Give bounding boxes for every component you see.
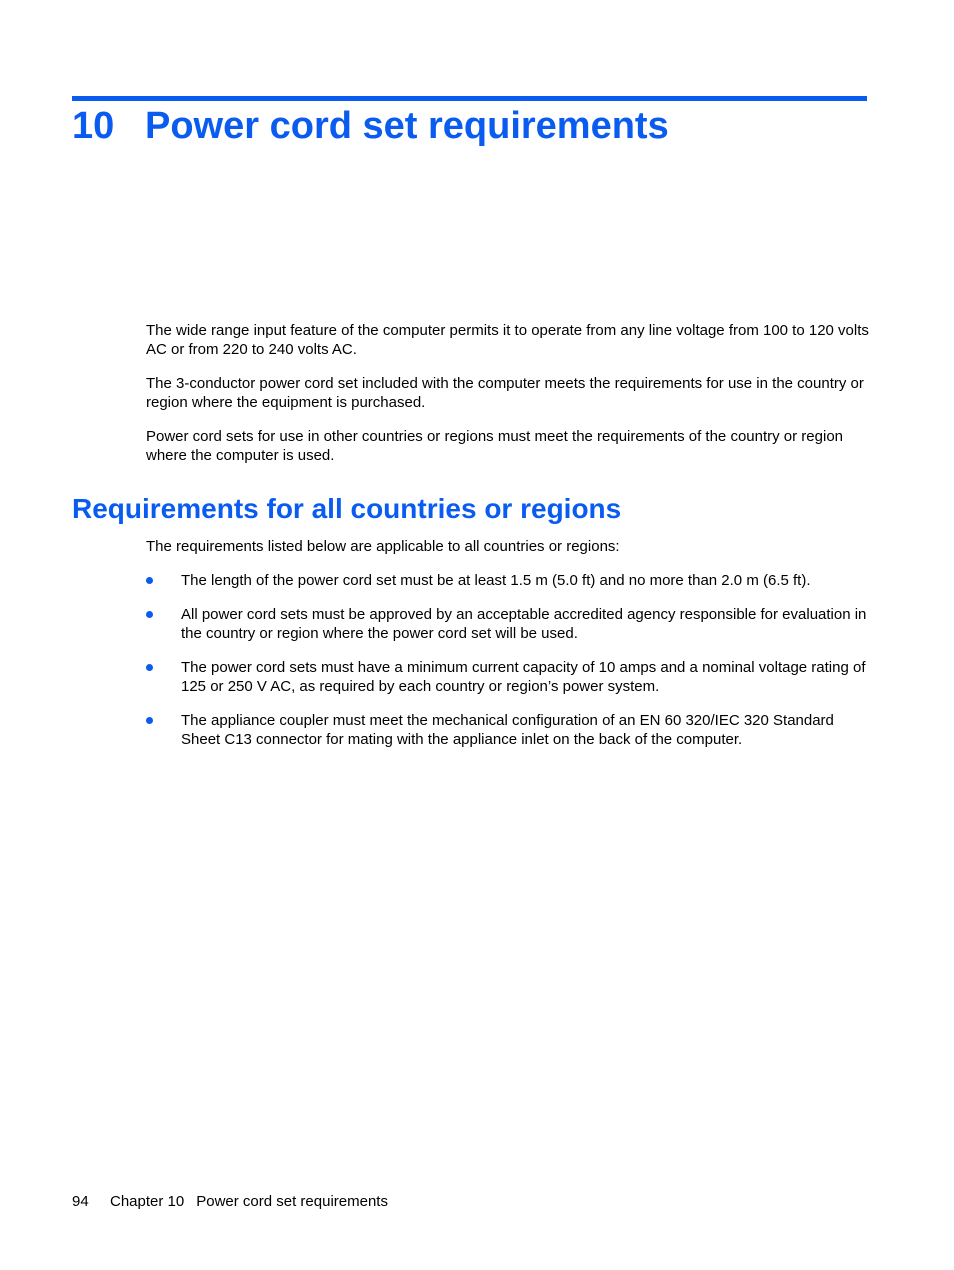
chapter-number: 10 [72,105,115,147]
chapter-heading [72,101,669,151]
list-item-text: All power cord sets must be approved by an acceptable accredited agency responsible for evaluation in the country or region where the power cord set will be used. [181,606,867,642]
intro-paragraph-2: The 3-conductor power cord set included with the computer meets the requirements for use in the country or region where the equipment is purchased. [146,375,864,411]
requirements-list [146,571,876,764]
list-item-text: The length of the power cord set must be at least 1.5 m (5.0 ft) and no more than 2.0 m (6.5 ft). [181,572,811,589]
list-item [146,571,876,590]
footer-chapter-label: Chapter 10 [110,1193,185,1210]
bullet-icon [146,717,153,724]
section-heading: Requirements for all countries or regions [72,493,622,524]
page-number: 94 [72,1193,89,1210]
list-item-text: The power cord sets must have a minimum current capacity of 10 amps and a nominal voltage rating of 125 or 250 V AC, as required by each country or region’s power system. [181,659,866,695]
page-footer [72,1192,388,1211]
bullet-icon [146,577,153,584]
intro-paragraph-1: The wide range input feature of the computer permits it to operate from any line voltage from 100 to 120 volts AC or from 220 to 240 volts AC. [146,322,869,358]
list-item-text: The appliance coupler must meet the mechanical configuration of an EN 60 320/IEC 320 Standard Sheet C13 connector for mating with the appliance inlet on the back of the computer. [181,712,834,748]
section-lead: The requirements listed below are applicable to all countries or regions: [146,538,620,555]
bullet-icon [146,611,153,618]
chapter-title: Power cord set requirements [145,105,669,147]
footer-chapter-title: Power cord set requirements [196,1193,388,1210]
intro-paragraph-3: Power cord sets for use in other countries or regions must meet the requirements of the country or region where the computer is used. [146,428,844,464]
bullet-icon [146,664,153,671]
list-item [146,658,876,696]
list-item [146,605,876,643]
list-item [146,711,876,749]
